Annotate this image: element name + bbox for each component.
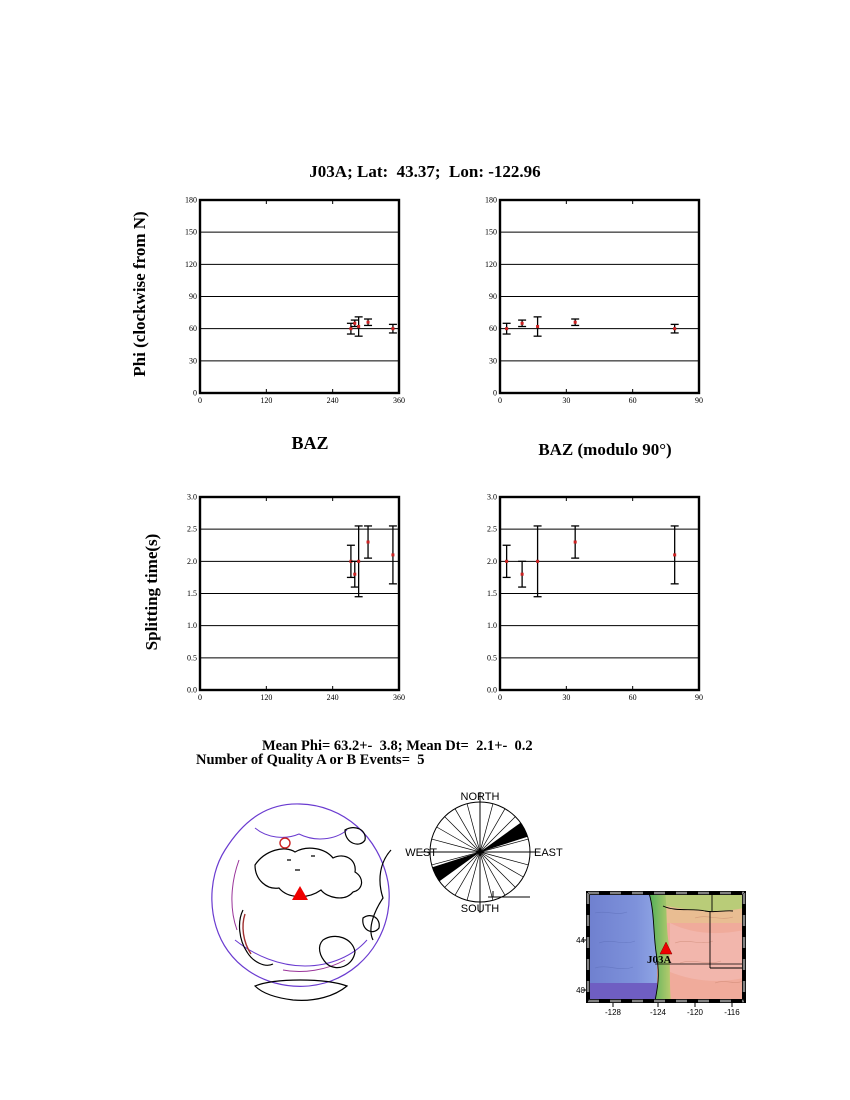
coastlines <box>240 828 391 1001</box>
rose-west-label: WEST <box>405 847 437 859</box>
baz-mod90-caption: BAZ (modulo 90°) <box>538 440 672 459</box>
svg-text:2.0: 2.0 <box>187 556 197 566</box>
event-circle-marker <box>280 838 290 848</box>
svg-text:2.5: 2.5 <box>187 524 197 534</box>
rose-scale-bar <box>488 891 530 897</box>
phi-vs-baz-mod90-plot <box>478 188 710 410</box>
svg-text:30: 30 <box>562 693 571 702</box>
dt-vs-baz-plot <box>178 485 410 707</box>
station-triangle-marker <box>292 886 308 900</box>
svg-text:1.5: 1.5 <box>487 589 497 598</box>
rose-east-label: EAST <box>534 847 563 859</box>
svg-text:30: 30 <box>489 356 497 366</box>
svg-text:0: 0 <box>493 388 497 398</box>
svg-text:120: 120 <box>185 259 197 269</box>
map-xtick-0: -128 <box>604 1008 622 1017</box>
map-xtick-1: -124 <box>649 1008 667 1017</box>
mean-values-text: Mean Phi= 63.2+- 3.8; Mean Dt= 2.1+- 0.2 <box>262 738 533 754</box>
svg-text:1.5: 1.5 <box>187 589 197 598</box>
svg-text:0: 0 <box>198 396 202 405</box>
svg-text:2.0: 2.0 <box>487 556 497 566</box>
svg-text:30: 30 <box>189 356 197 366</box>
svg-text:0: 0 <box>498 693 502 702</box>
map-xtick-3: -116 <box>724 1008 740 1017</box>
phi-axis-label: Phi (clockwise from N) <box>130 211 149 377</box>
world-map <box>195 790 410 1018</box>
region-map <box>575 888 755 1028</box>
region-station-label: J03A <box>647 954 672 966</box>
svg-text:240: 240 <box>326 693 339 702</box>
svg-text:150: 150 <box>485 227 497 237</box>
svg-text:90: 90 <box>695 396 703 405</box>
rose-south-label: SOUTH <box>460 903 500 915</box>
svg-text:0: 0 <box>193 388 197 398</box>
svg-text:150: 150 <box>185 227 197 237</box>
map-ytick-1: 40 <box>576 986 585 995</box>
fast-direction-rose <box>396 786 576 936</box>
svg-text:2.5: 2.5 <box>487 524 497 534</box>
page-title: J03A; Lat: 43.37; Lon: -122.96 <box>309 162 541 181</box>
map-xtick-2: -120 <box>686 1008 704 1017</box>
svg-text:3.0: 3.0 <box>187 492 197 502</box>
svg-text:1.0: 1.0 <box>187 621 197 631</box>
svg-text:60: 60 <box>189 324 197 334</box>
phi-vs-baz-plot <box>178 188 410 410</box>
svg-text:30: 30 <box>562 396 571 405</box>
rose-north-label: NORTH <box>460 791 500 803</box>
svg-text:0: 0 <box>198 693 202 702</box>
svg-text:90: 90 <box>489 292 497 301</box>
svg-text:90: 90 <box>189 292 197 301</box>
svg-text:0.5: 0.5 <box>487 653 497 663</box>
dt-vs-baz-mod90-plot <box>478 485 710 707</box>
svg-text:180: 180 <box>485 195 497 205</box>
baz-caption: BAZ <box>291 433 329 453</box>
rose-sectors <box>421 792 539 913</box>
svg-text:360: 360 <box>393 693 405 702</box>
svg-text:0.5: 0.5 <box>187 653 197 663</box>
svg-text:180: 180 <box>185 195 197 205</box>
svg-text:0.0: 0.0 <box>187 685 197 695</box>
svg-text:60: 60 <box>628 693 637 702</box>
svg-text:360: 360 <box>393 396 405 405</box>
svg-text:0.0: 0.0 <box>487 685 497 695</box>
svg-text:1.0: 1.0 <box>487 621 497 631</box>
svg-text:0: 0 <box>498 396 502 405</box>
svg-text:90: 90 <box>695 693 703 702</box>
svg-text:60: 60 <box>489 324 497 334</box>
event-count-text: Number of Quality A or B Events= 5 <box>196 752 425 768</box>
svg-text:3.0: 3.0 <box>487 492 497 502</box>
svg-text:240: 240 <box>326 396 339 405</box>
svg-text:60: 60 <box>628 396 637 405</box>
svg-text:120: 120 <box>485 259 497 269</box>
svg-text:120: 120 <box>260 396 273 405</box>
svg-text:120: 120 <box>260 693 273 702</box>
dt-axis-label: Splitting time(s) <box>142 533 161 651</box>
map-ytick-0: 44 <box>576 936 585 945</box>
